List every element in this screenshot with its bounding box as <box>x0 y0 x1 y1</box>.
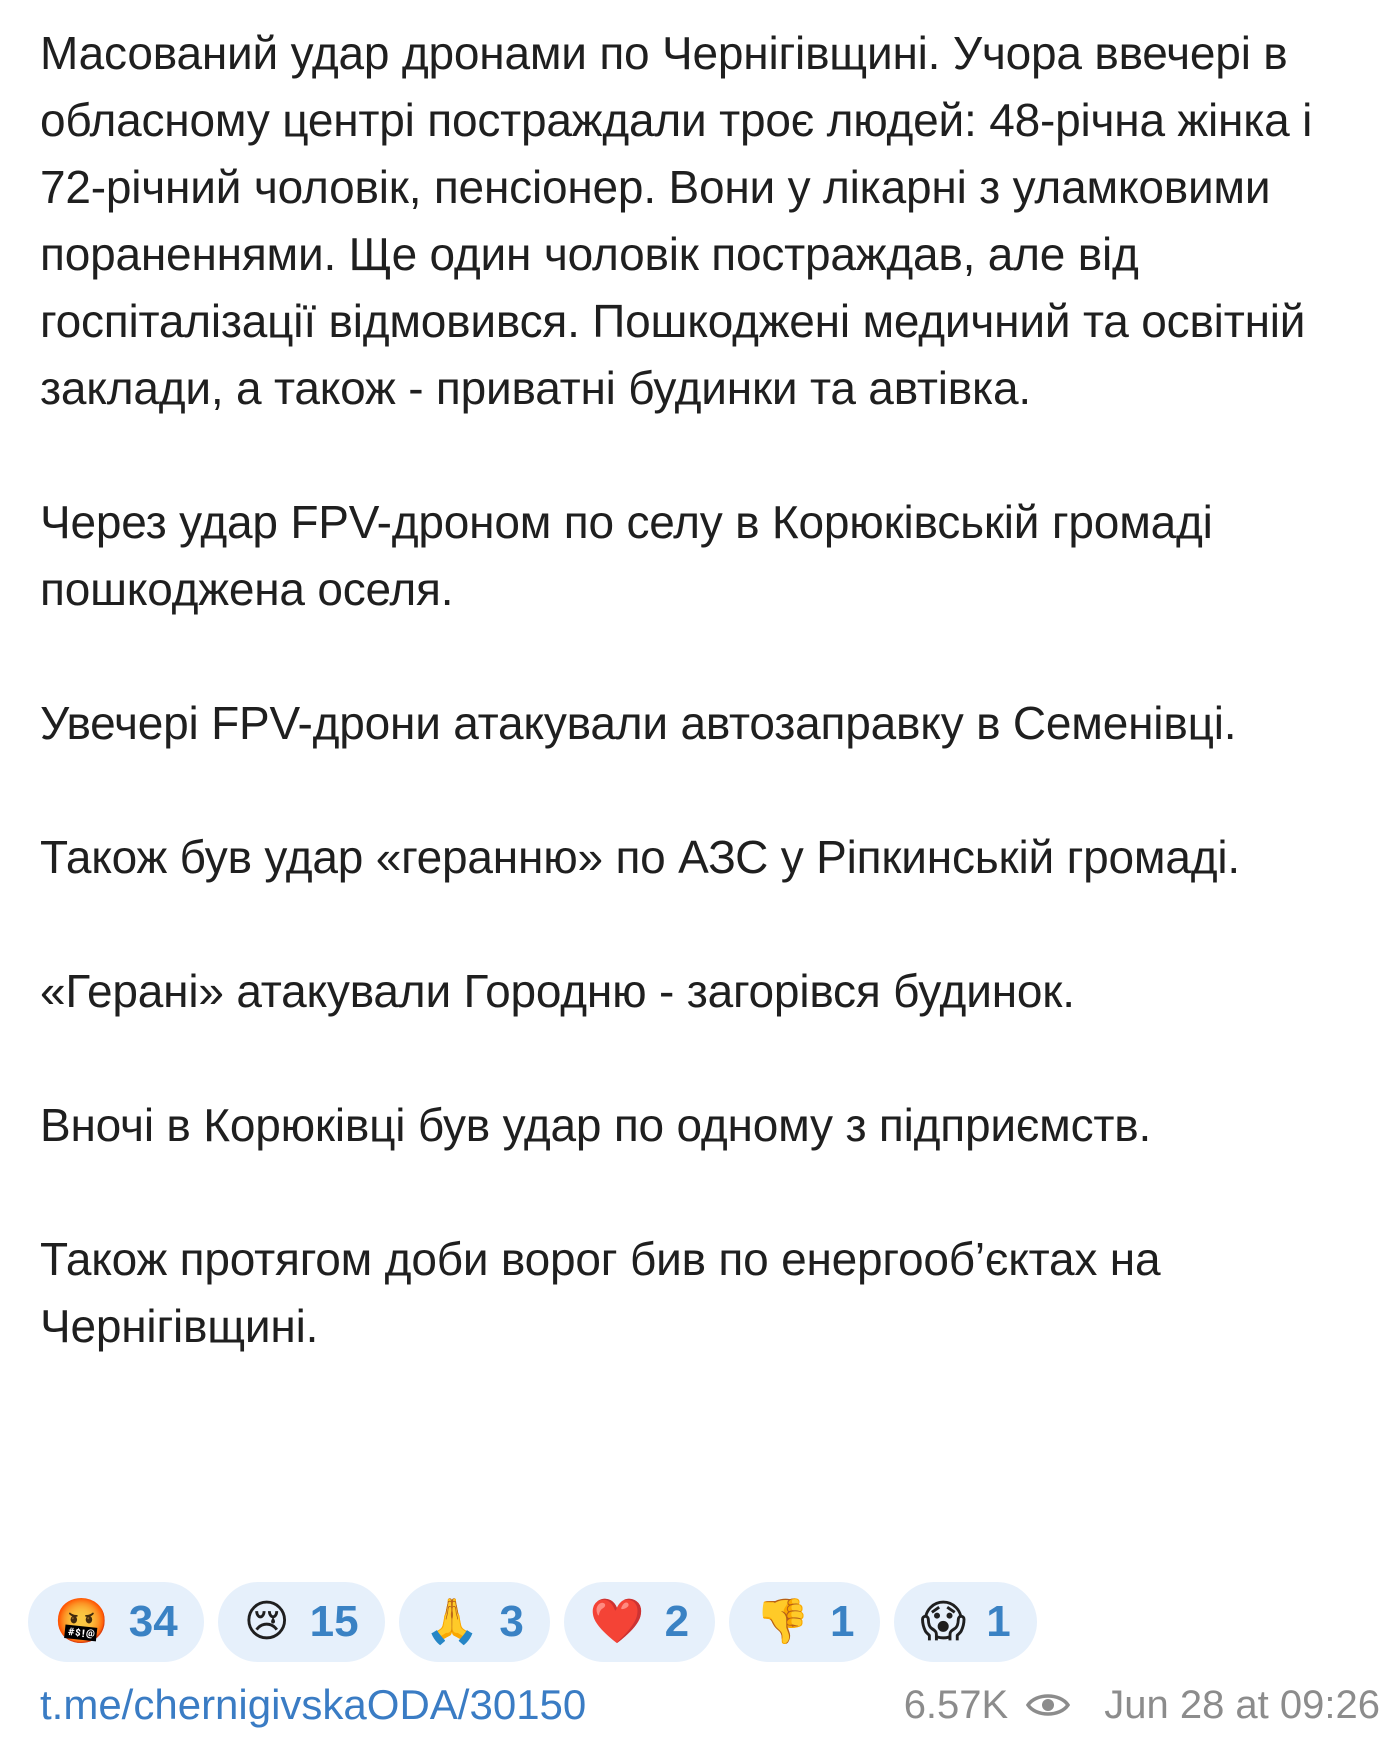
reaction-thumbs-down[interactable] <box>729 1582 880 1662</box>
reaction-count: 34 <box>128 1597 178 1646</box>
paragraph-gap <box>40 422 1380 489</box>
message-paragraph: Масований удар дронами по Чернігівщині. Учора ввечері в обласному центрі постраждали троє людей: 48-річна жінка і 72-річний чоловік, пенсіонер. Вони у лікарні з уламковими пораненнями. Ще один чоловік постраждав, але від госпіталізації відмовився. Пошкоджені медичний та освітній заклади, а також - приватні будинки та автівка. <box>40 27 1313 414</box>
post-link[interactable]: t.me/chernigivskaODA/30150 <box>40 1681 587 1728</box>
screaming-face-icon: 😱 <box>920 1596 967 1647</box>
message-paragraph: Через удар FPV-дроном по селу в Корюківській громаді пошкоджена оселя. <box>40 496 1213 615</box>
message-paragraph: Увечері FPV-дрони атакували автозаправку в Семенівці. <box>40 697 1237 749</box>
message-paragraph: Вночі в Корюківці був удар по одному з підприємств. <box>40 1099 1152 1151</box>
reaction-angry[interactable] <box>28 1582 204 1662</box>
reaction-scream[interactable] <box>894 1582 1036 1662</box>
message-body <box>40 20 1380 1360</box>
message-paragraph: Також протягом доби ворог бив по енергооб’єктах на Чернігівщині. <box>40 1233 1161 1352</box>
angry-face-icon: 🤬 <box>54 1596 109 1647</box>
reaction-count: 3 <box>499 1597 524 1646</box>
message-date: Jun 28 at 09:26 <box>1104 1682 1380 1727</box>
folded-hands-icon: 🙏 <box>424 1596 480 1647</box>
reaction-count: 1 <box>986 1597 1011 1646</box>
message-paragraph: Також був удар «геранню» по АЗС у Ріпкинській громаді. <box>40 831 1240 883</box>
paragraph-gap <box>40 623 1380 690</box>
paragraph-gap <box>40 757 1380 824</box>
red-heart-icon: ❤️ <box>589 1596 645 1647</box>
thumbs-down-icon: 👎 <box>755 1596 810 1647</box>
eye-icon <box>1026 1691 1070 1719</box>
reaction-count: 15 <box>309 1597 359 1646</box>
reaction-count: 1 <box>829 1597 855 1646</box>
crying-face-icon: 😢 <box>243 1596 290 1647</box>
reaction-pray[interactable] <box>399 1582 550 1662</box>
reaction-heart[interactable] <box>564 1582 715 1662</box>
paragraph-gap <box>40 1159 1380 1226</box>
paragraph-gap <box>40 1025 1380 1092</box>
reaction-crying[interactable] <box>218 1582 385 1662</box>
reaction-count: 2 <box>664 1597 690 1646</box>
reactions-bar <box>28 1582 1037 1662</box>
message-meta <box>904 1683 1380 1728</box>
message-paragraph: «Герані» атакували Городню - загорівся будинок. <box>40 965 1075 1017</box>
message-footer <box>40 1675 1380 1735</box>
paragraph-gap <box>40 891 1380 958</box>
view-count: 6.57K <box>903 1682 1009 1727</box>
